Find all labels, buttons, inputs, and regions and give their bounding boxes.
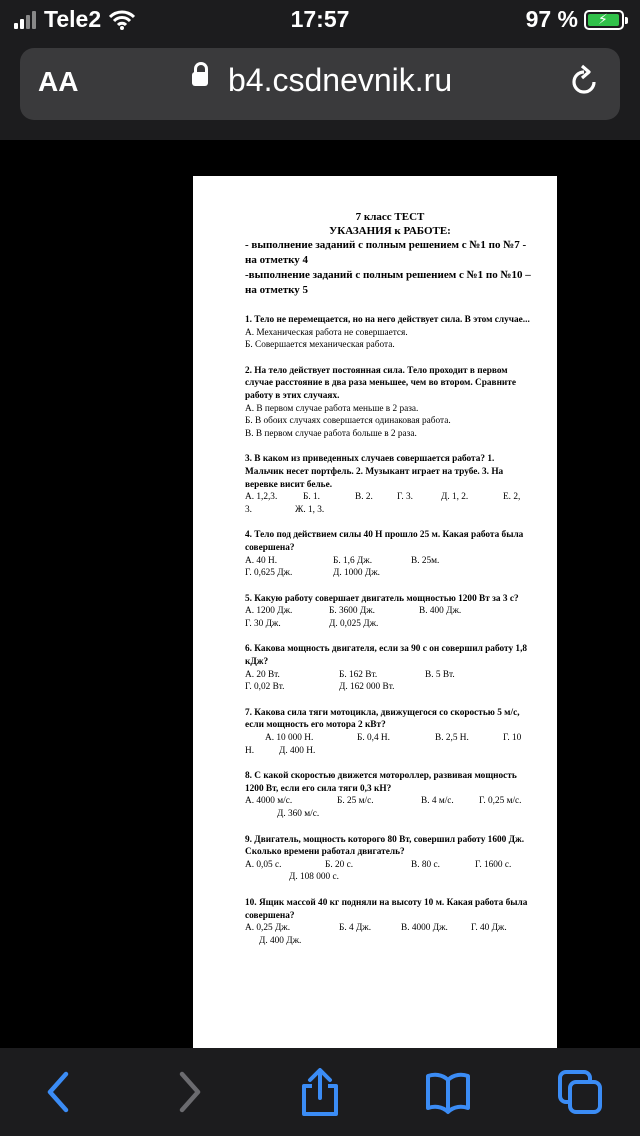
- answer: Д. 1000 Дж.: [333, 568, 380, 579]
- answer: Б. 1,6 Дж.: [333, 555, 373, 566]
- question-text: 1. Тело не перемещается, но на него действует сила. В этом случае...: [245, 315, 530, 325]
- answer: А. 1,2,3.: [245, 492, 278, 503]
- answer: Д. 0,025 Дж.: [329, 618, 379, 629]
- reader-settings-button[interactable]: AA: [38, 66, 79, 97]
- answer: Г. 1600 с.: [475, 859, 512, 870]
- answer: Б. 1.: [303, 492, 320, 503]
- answer: В. 400 Дж.: [419, 606, 462, 617]
- answer: А. 40 Н.: [245, 555, 278, 566]
- answer-row: [245, 935, 535, 948]
- question-6: [245, 643, 535, 693]
- question-9: [245, 834, 535, 884]
- answer-row: [245, 504, 535, 517]
- answer: Г. 0,25 м/с.: [479, 796, 522, 807]
- answer: Г. 10: [503, 733, 522, 744]
- answer: Д. 1, 2.: [441, 492, 469, 503]
- question-5: [245, 593, 535, 631]
- browser-toolbar: [0, 1048, 640, 1136]
- answer: Б. 3600 Дж.: [329, 606, 375, 617]
- answer: Б. 0,4 Н.: [357, 733, 390, 744]
- answer: А. 20 Вт.: [245, 669, 280, 680]
- answer-row: [245, 808, 535, 821]
- bookmarks-icon[interactable]: [424, 1068, 472, 1116]
- answer: В. 80 с.: [411, 859, 440, 870]
- question-4: [245, 529, 535, 579]
- question-text: 5. Какую работу совершает двигатель мощностью 1200 Вт за 3 с?: [245, 593, 519, 604]
- answer: А. 4000 м/с.: [245, 796, 293, 807]
- answer: В. 2.: [355, 492, 373, 503]
- answer-row: [245, 745, 535, 758]
- answer: В. 2,5 Н.: [435, 733, 469, 744]
- tabs-icon[interactable]: [556, 1068, 604, 1116]
- answer: Д. 360 м/с.: [277, 809, 320, 819]
- answer: Ж. 1, 3.: [295, 504, 325, 515]
- instruction-2: -выполнение заданий с полным решением с №1 по №10 – на отметку 5: [245, 269, 531, 296]
- answer: В. 5 Вт.: [425, 669, 455, 680]
- browser-top-bar: [0, 40, 640, 140]
- forward-icon[interactable]: [164, 1068, 212, 1116]
- battery-percent: 97 %: [525, 6, 578, 32]
- answer: А. 0,05 с.: [245, 859, 282, 870]
- answer: А. 0,25 Дж.: [245, 923, 291, 934]
- answer: В. В первом случае работа больше в 2 раза.: [245, 428, 417, 439]
- answer-row: [245, 618, 535, 631]
- answer: Д. 108 000 с.: [289, 872, 339, 883]
- answer: В. 4000 Дж.: [401, 923, 448, 934]
- question-2: [245, 365, 535, 441]
- url-text[interactable]: b4.csdnevnik.ru: [228, 62, 453, 98]
- answer-row: [245, 567, 535, 580]
- clock: 17:57: [290, 6, 350, 32]
- answer: А. В первом случае работа меньше в 2 раза.: [245, 403, 419, 414]
- answer: В. 4 м/с.: [421, 796, 454, 807]
- answer: А. 1200 Дж.: [245, 606, 293, 617]
- answer: Б. 162 Вт.: [339, 669, 378, 680]
- answer: Б. В обоих случаях совершается одинаковая работа.: [245, 416, 451, 427]
- answer: Н.: [245, 745, 255, 756]
- question-text: 7. Какова сила тяги мотоцикла, движущегося со скоростью 5 м/с, если мощность его мотора 2 кВт?: [245, 707, 520, 731]
- answer-row: [245, 669, 535, 682]
- share-icon[interactable]: [296, 1068, 344, 1116]
- answer: Б. 4 Дж.: [339, 923, 372, 934]
- address-bar[interactable]: [20, 48, 620, 120]
- reload-icon[interactable]: [566, 64, 602, 100]
- question-text: 4. Тело под действием силы 40 Н прошло 25 м. Какая работа была совершена?: [245, 530, 524, 553]
- question-text: 9. Двигатель, мощность которого 80 Вт, совершил работу 1600 Дж. Сколько времени работал двигатель?: [245, 834, 525, 858]
- question-text: 10. Ящик массой 40 кг подняли на высоту 10 м. Какая работа была совершена?: [245, 897, 528, 921]
- question-text: 2. На тело действует постоянная сила. Тело проходит в первом случае расстояние в два раза меньшее, чем во втором. Сравните работу в этих случаях.: [245, 365, 516, 401]
- question-3: [245, 453, 535, 516]
- answer: Г. 40 Дж.: [471, 923, 507, 934]
- answer: Б. Совершается механическая работа.: [245, 340, 395, 351]
- status-bar: [0, 0, 640, 40]
- answer: Д. 400 Дж.: [259, 935, 302, 946]
- answer-row: [245, 491, 535, 504]
- answer: А. 10 000 Н.: [265, 733, 314, 744]
- battery-icon: ⚡: [584, 10, 624, 30]
- answer-row: [245, 859, 535, 872]
- answer: Б. 20 с.: [325, 859, 354, 870]
- answer: Г. 3.: [397, 492, 413, 503]
- question-1: [245, 314, 535, 352]
- answer-row: [245, 732, 535, 745]
- answer-row: [245, 681, 535, 694]
- question-text: 3. В каком из приведенных случаев совершается работа? 1. Мальчик несет портфель. 2. Музыкант играет на трубе. 3. На веревке висит белье.: [245, 454, 504, 490]
- answer: В. 25м.: [411, 555, 440, 566]
- answer: Д. 162 000 Вт.: [339, 682, 395, 693]
- doc-subtitle: УКАЗАНИЯ к РАБОТЕ:: [329, 225, 451, 237]
- answer: Г. 30 Дж.: [245, 618, 281, 629]
- answer: Г. 0,02 Вт.: [245, 682, 285, 693]
- answer: 3.: [245, 504, 252, 515]
- back-icon[interactable]: [36, 1068, 84, 1116]
- answer: Е. 2,: [503, 492, 521, 503]
- document-page: [193, 176, 557, 1048]
- answer-row: [245, 605, 535, 618]
- document-content: [245, 210, 535, 947]
- question-7: [245, 707, 535, 757]
- answer: Д. 400 Н.: [279, 745, 316, 756]
- lock-icon: [192, 72, 208, 86]
- answer-row: [245, 922, 535, 935]
- instruction-1: - выполнение заданий с полным решением с №1 по №7 - на отметку 4: [245, 239, 527, 266]
- question-10: [245, 897, 535, 947]
- carrier-name: Tele2: [44, 6, 102, 32]
- answer-row: [245, 555, 535, 568]
- doc-title: 7 класс ТЕСТ: [355, 211, 425, 223]
- question-text: 6. Какова мощность двигателя, если за 90 с он совершил работу 1,8 кДж?: [245, 644, 528, 668]
- answer: Б. 25 м/с.: [337, 796, 374, 807]
- answer: Г. 0,625 Дж.: [245, 568, 293, 579]
- question-8: [245, 770, 535, 820]
- answer-row: [245, 795, 535, 808]
- answer: А. Механическая работа не совершается.: [245, 327, 408, 338]
- question-text: 8. С какой скоростью движется мотороллер, развивая мощность 1200 Вт, если его сила тяги 0,3 кН?: [245, 771, 517, 794]
- answer-row: [245, 871, 535, 884]
- battery-status: [526, 6, 624, 33]
